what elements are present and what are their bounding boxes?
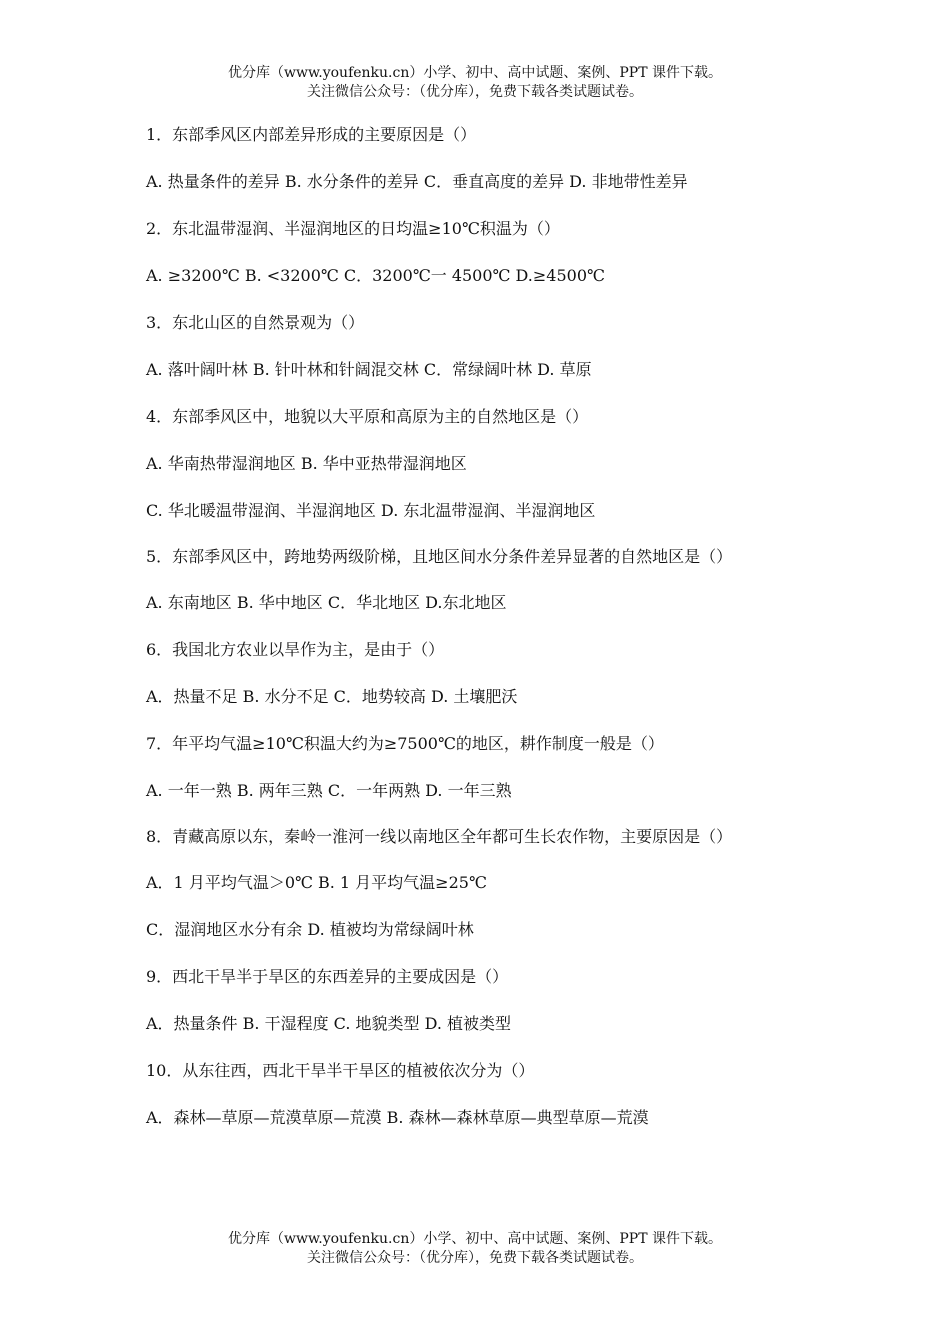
footer-line-wechat: 关注微信公众号：（优分库），免费下载各类试题试卷。 [307, 1250, 643, 1266]
header-line-wechat: 关注微信公众号：（优分库），免费下载各类试题试卷。 [307, 84, 643, 100]
question-8-options-cd: C．湿润地区水分有余 D. 植被均为常绿阔叶林 [146, 920, 474, 939]
question-6: 6．我国北方农业以旱作为主，是由于（） [146, 640, 445, 659]
question-10: 10．从东往西，西北干旱半干旱区的植被依次分为（） [146, 1061, 535, 1080]
question-1: 1．东部季风区内部差异形成的主要原因是（） [146, 125, 477, 144]
question-3-options: A. 落叶阔叶林 B. 针叶林和针阔混交林 C．常绿阔叶林 D. 草原 [146, 360, 592, 379]
question-2: 2．东北温带湿润、半湿润地区的日均温≥10℃积温为（） [146, 219, 560, 238]
question-1-options: A. 热量条件的差异 B. 水分条件的差异 C．垂直高度的差异 D. 非地带性差异 [146, 172, 688, 191]
question-4-options-ab: A. 华南热带湿润地区 B. 华中亚热带湿润地区 [146, 454, 467, 473]
question-6-options: A．热量不足 B. 水分不足 C．地势较高 D. 土壤肥沃 [146, 687, 518, 706]
footer-line-site: 优分库（www.youfenku.cn）小学、初中、高中试题、案例、PPT 课件下载。 [227, 1231, 722, 1247]
question-3: 3．东北山区的自然景观为（） [146, 313, 365, 332]
question-5: 5．东部季风区中，跨地势两级阶梯，且地区间水分条件差异显著的自然地区是（） [146, 547, 733, 566]
question-9: 9．西北干旱半于旱区的东西差异的主要成因是（） [146, 967, 509, 986]
question-4-options-cd: C. 华北暖温带湿润、半湿润地区 D. 东北温带湿润、半湿润地区 [146, 501, 596, 520]
question-list [146, 122, 816, 1152]
question-5-options: A. 东南地区 B. 华中地区 C．华北地区 D.东北地区 [146, 593, 507, 612]
question-7-options: A. 一年一熟 B. 两年三熟 C．一年两熟 D. 一年三熟 [146, 781, 512, 800]
page-footer [0, 1230, 950, 1268]
question-8: 8．青藏高原以东，秦岭一淮河一线以南地区全年都可生长农作物，主要原因是（） [146, 827, 733, 846]
question-10-options-ab: A．森林—草原—荒漠草原—荒漠 B. 森林—森林草原—典型草原—荒漠 [146, 1108, 649, 1127]
question-8-options-ab: A．1 月平均气温＞0℃ B. 1 月平均气温≥25℃ [146, 873, 487, 892]
header-line-site: 优分库（www.youfenku.cn）小学、初中、高中试题、案例、PPT 课件下载。 [227, 65, 722, 81]
question-4: 4．东部季风区中，地貌以大平原和高原为主的自然地区是（） [146, 407, 589, 426]
page-header [0, 64, 950, 102]
question-2-options: A. ≥3200℃ B. <3200℃ C．3200℃一 4500℃ D.≥4500℃ [146, 266, 605, 285]
question-7: 7．年平均气温≥10℃积温大约为≥7500℃的地区，耕作制度一般是（） [146, 734, 664, 753]
question-9-options: A．热量条件 B. 干湿程度 C. 地貌类型 D. 植被类型 [146, 1014, 512, 1033]
